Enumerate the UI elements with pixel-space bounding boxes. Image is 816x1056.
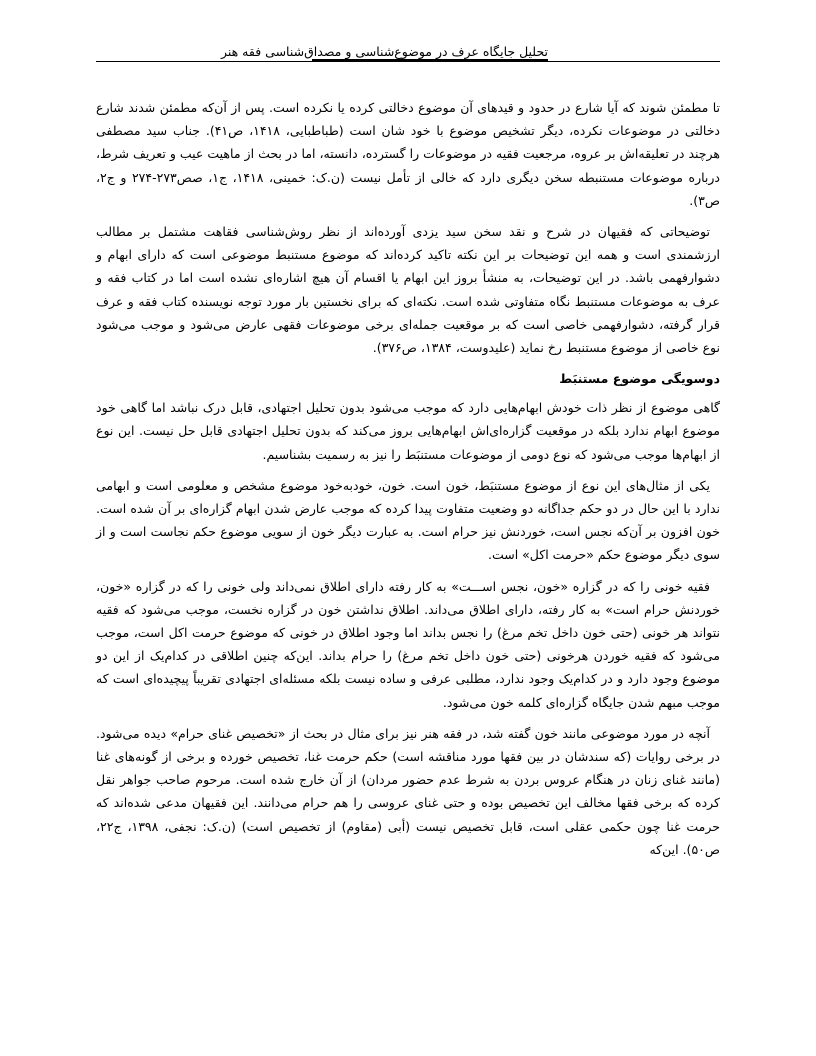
- body-paragraph: گاهی موضوع از نظر ذات خودش ابهام‌هایی دارد که موجب می‌شود بدون تحلیل اجتهادی، قابل درک نباشد اما گاهی خود موضوع ابهام ندارد بلکه در موقعیت گزاره‌ای‌اش ابهام‌هایی بروز می‌کند که بدون تحلیل اجتهادی قابل حل نیست. این نوع از ابهام‌ها موجب می‌شود که نوع دومی از موضوعات مستنبَط را نیز به رسمیت بشناسیم.: [96, 400, 720, 462]
- body-paragraph: فقیه خونی را که در گزاره «خون، نجس اســـت» به کار رفته دارای اطلاق نمی‌داند ولی خونی را که در گزاره «خون، خوردنش حرام است» به کار رفته، دارای اطلاق می‌داند. اطلاق نداشتن خون در گزاره نخست، موجب می‌شود که فقیه نتواند هر خونی (حتی خون داخل تخم مرغ) را نجس بداند اما وجود اطلاق در خونی که موضوع حرمت اکل است، موجب می‌شود که فقیه خوردن هرخونی (حتی خون داخل تخم مرغ) را حرام بداند. این‌که چنین اطلاقی در کدام‌یک از این دو موضوع وجود دارد و در کدام‌یک وجود ندارد، مطلبی عرفی و ساده نیست بلکه مسئله‌ای اجتهادی تقریباً پیچیده‌ای است که موجب مبهم شدن جایگاه گزاره‌ای کلمه خون می‌شود.: [96, 578, 720, 710]
- body-paragraph: آنچه در مورد موضوعی مانند خون گفته شد، در فقه هنر نیز برای مثال در بحث از «تخصیص غنای حرام» دیده می‌شود. در برخی روایات (که سندشان در بین فقها مورد مناقشه است) حکم حرمت غنا، تخصیص خورده و برخی از گونه‌های غنا (مانند غنای زنان در هنگام عروس بردن به شرط عدم حضور مردان) از آن خارج شده است. مرحوم صاحب جواهر نقل کرده که برخی فقها مخالف این تخصیص بوده و حتی غنای عروسی را هم حرام می‌دانند. این فقیهان مدعی شده‌اند که حرمت غنا چون حکمی عقلی است، قابل تخصیص نیست (أبی (مقاوم) از تخصیص است) (ن.ک: نجفی، ۱۳۹۸، ج۲۲، ص۵۰). این‌که: [96, 725, 721, 857]
- section-heading: دوسویگی موضوع مستنبَط: [559, 371, 720, 387]
- body-paragraph: تا مطمئن شوند که آیا شارع در حدود و قیدهای آن موضوع دخالتی کرده یا نکرده است. پس از آن‌که مطمئن شدند شارع دخالتی در موضوعات نکرده، دیگر تشخیص موضوع با خود شان است (طباطبایی، ۱۴۱۸، ص۴۱). جناب سید مصطفی هرچند در تعلیقه‌اش بر عروه، مرجعیت فقیه در موضوعات را گسترده، دانسته، اما در بحث از ماهیت عیب و تعریف شرط، درباره موضوعات مستنبطه سخن دیگری دارد که خالی از تأمل نیست (ن.ک: خمینی، ۱۴۱۸، ج۱، صص۲۷۳-۲۷۴ و ج۲، ص۳).: [96, 100, 720, 208]
- body-paragraph: یکی از مثال‌های این نوع از موضوع مستنبَط، خون است. خون، خودبه‌خود موضوع مشخص و معلومی است و ابهامی ندارد با این حال در دو حکم جداگانه دو وضعیت متفاوت پیدا کرده که موجب عارض شدن ابهام گزاره‌ای بر آن شده است. خون افزون بر آن‌که نجس است، خوردنش نیز حرام است. به عبارت دیگر خون از سویی موضوع حکم نجاست است و از سوی دیگر موضوع حکم «حرمت اکل» است.: [96, 477, 720, 563]
- document-body: [96, 96, 720, 869]
- body-paragraph: توضیحاتی که فقیهان در شرح و نقد سخن سید یزدی آورده‌اند از نظر روش‌شناسی فقاهت مشتمل بر مطالب ارزشمندی است و همه این توضیحات بر این نکته تاکید کرده‌اند که موضوع مستنبط موضوعی است که دارای ابهام و دشوارفهمی باشد. در این توضیحات، به منشأ بروز این ابهام یا اقسام آن هیچ اشاره‌ای نشده است اما در کتاب فقه و عرف به موضوعات مستنبط نگاه متفاوتی شده است. نکته‌ای که برای نخستین بار مورد توجه نویسنده کتاب فقه و عرف قرار گرفته، دشوارفهمی خاصی است که بر موقعیت جمله‌ای برخی موضوعات فقهی عارض می‌شود و موجب می‌شود نوع خاصی از موضوع مستنبط رخ نماید (علیدوست، ۱۳۸۴، ص۳۷۶).: [96, 224, 720, 356]
- header-rule-emphasis: [312, 59, 548, 62]
- running-header: تحلیل جایگاه عرف در موضوع‌شناسی و مصداق‌شناسی فقه هنر: [220, 44, 548, 59]
